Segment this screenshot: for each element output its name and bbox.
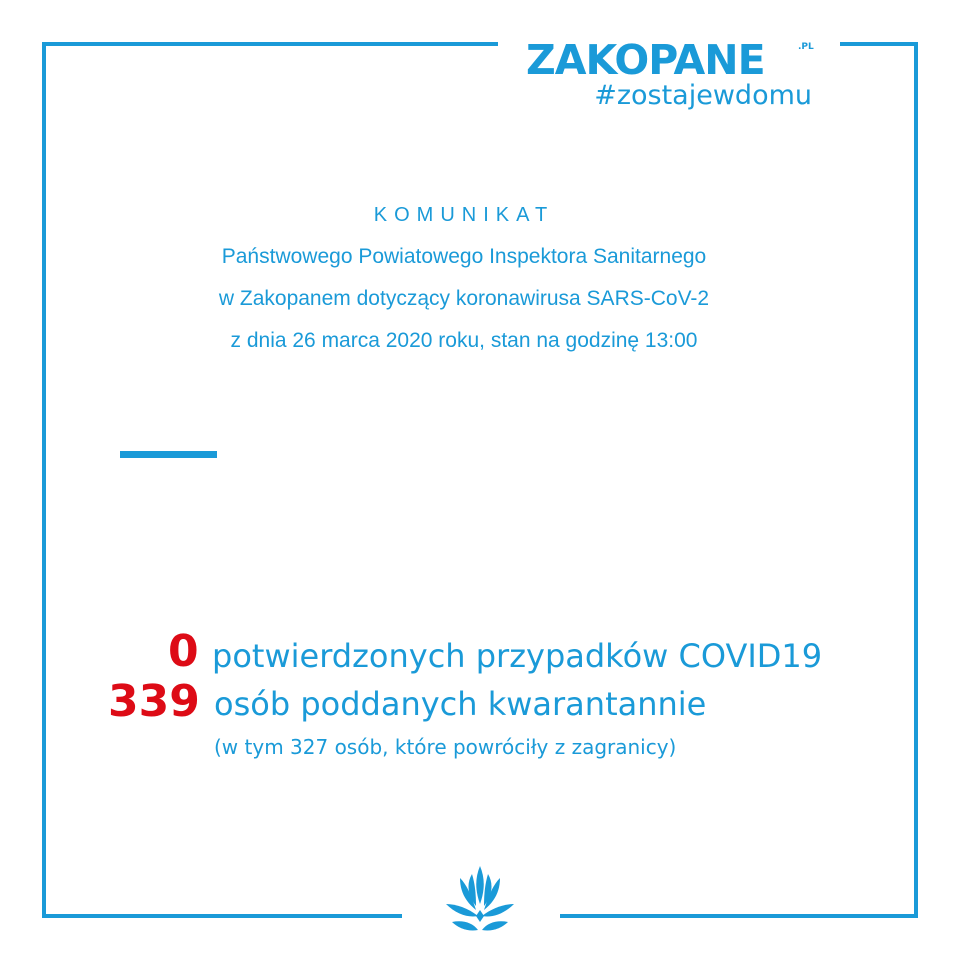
frame-bottom-right	[560, 914, 918, 918]
quarantine-label: osób poddanych kwarantannie	[214, 685, 707, 723]
logo-suffix: .PL	[798, 42, 814, 52]
frame-left	[42, 42, 46, 918]
frame-right	[914, 42, 918, 918]
frame-top-right	[840, 42, 918, 46]
logo-text: ZAKOPANE	[526, 36, 765, 84]
announcement-header	[0, 200, 928, 362]
confirmed-count: 0	[168, 626, 199, 677]
header-line-2: w Zakopanem dotyczący koronawirusa SARS-CoV-2	[218, 287, 710, 310]
hashtag: #zostajewdomu	[594, 80, 812, 111]
divider	[120, 451, 217, 458]
announcement-title: KOMUNIKAT	[373, 204, 555, 226]
highlander-flower-icon	[442, 864, 518, 936]
header-line-3: z dnia 26 marca 2020 roku, stan na godzinę 13:00	[230, 329, 698, 352]
confirmed-label: potwierdzonych przypadków COVID19	[212, 637, 823, 675]
quarantine-count: 339	[108, 676, 200, 727]
frame-bottom-left	[42, 914, 402, 918]
header-line-1: Państwowego Powiatowego Inspektora Sanitarnego	[221, 245, 707, 268]
brand-logo	[526, 36, 816, 86]
frame-top-left	[42, 42, 498, 46]
quarantine-note: (w tym 327 osób, które powróciły z zagranicy)	[214, 735, 677, 759]
